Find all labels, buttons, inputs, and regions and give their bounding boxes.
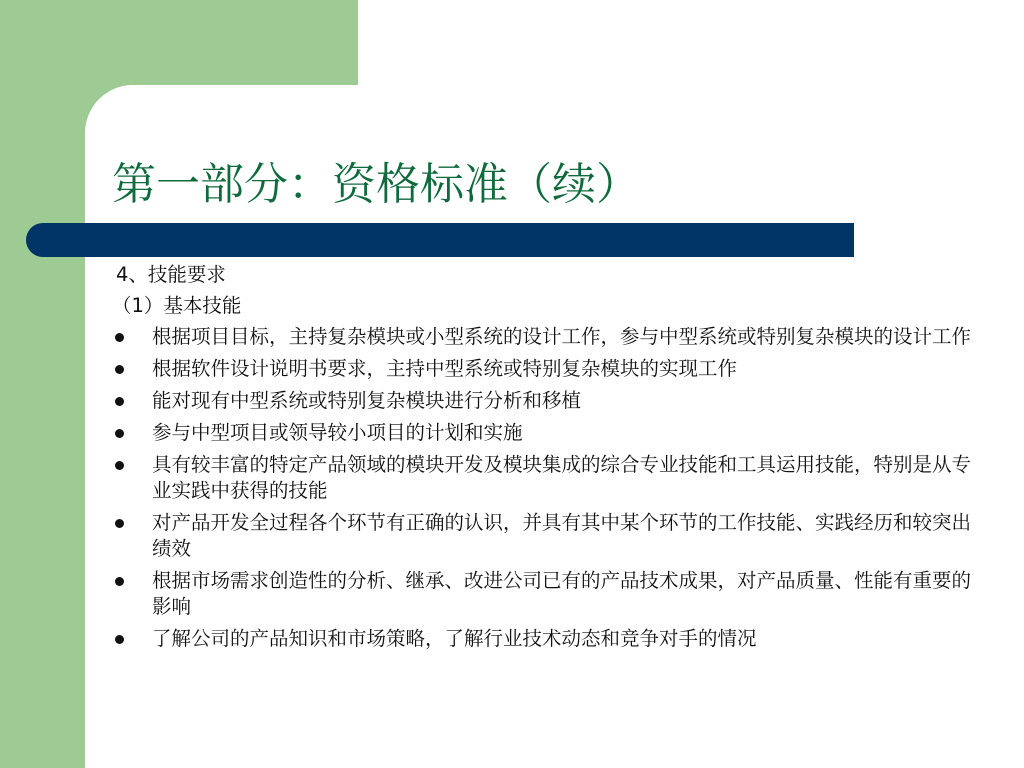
bullet-item bbox=[112, 626, 982, 652]
bullet-text: 根据市场需求创造性的分析、继承、改进公司已有的产品技术成果，对产品质量、性能有重要的影响 bbox=[152, 569, 972, 618]
bullet-dot-icon bbox=[115, 461, 124, 470]
bullet-text: 对产品开发全过程各个环节有正确的认识，并具有其中某个环节的工作技能、实践经历和较突出绩效 bbox=[152, 511, 972, 560]
bullet-item bbox=[112, 510, 982, 562]
bullet-item bbox=[112, 388, 982, 414]
bullet-dot-icon bbox=[115, 519, 124, 528]
bullet-text: 根据项目目标，主持复杂模块或小型系统的设计工作，参与中型系统或特别复杂模块的设计工作 bbox=[152, 325, 972, 348]
bullet-dot-icon bbox=[115, 635, 124, 644]
left-green-band bbox=[0, 0, 85, 768]
bullet-text: 参与中型项目或领导较小项目的计划和实施 bbox=[152, 421, 523, 444]
bullet-text: 根据软件设计说明书要求，主持中型系统或特别复杂模块的实现工作 bbox=[152, 357, 738, 380]
bullet-text: 能对现有中型系统或特别复杂模块进行分析和移植 bbox=[152, 389, 582, 412]
subsection-heading: （1）基本技能 bbox=[112, 294, 242, 317]
bullet-text: 了解公司的产品知识和市场策略，了解行业技术动态和竞争对手的情况 bbox=[152, 627, 757, 650]
bullet-dot-icon bbox=[115, 577, 124, 586]
bullet-item bbox=[112, 356, 982, 382]
bullet-item bbox=[112, 324, 982, 350]
bullet-item bbox=[112, 568, 982, 620]
bullet-dot-icon bbox=[115, 397, 124, 406]
title-underline-bar bbox=[26, 223, 854, 257]
section-heading: 4、技能要求 bbox=[116, 263, 226, 286]
bullet-item bbox=[112, 420, 982, 446]
bullet-dot-icon bbox=[115, 365, 124, 374]
bullet-item bbox=[112, 452, 982, 504]
bullet-dot-icon bbox=[115, 333, 124, 342]
slide-body bbox=[112, 262, 982, 658]
bullet-dot-icon bbox=[115, 429, 124, 438]
slide-title: 第一部分：资格标准（续） bbox=[112, 159, 640, 210]
bullet-text: 具有较丰富的特定产品领域的模块开发及模块集成的综合专业技能和工具运用技能，特别是从专业实践中获得的技能 bbox=[152, 453, 972, 502]
bullet-list bbox=[112, 324, 982, 652]
